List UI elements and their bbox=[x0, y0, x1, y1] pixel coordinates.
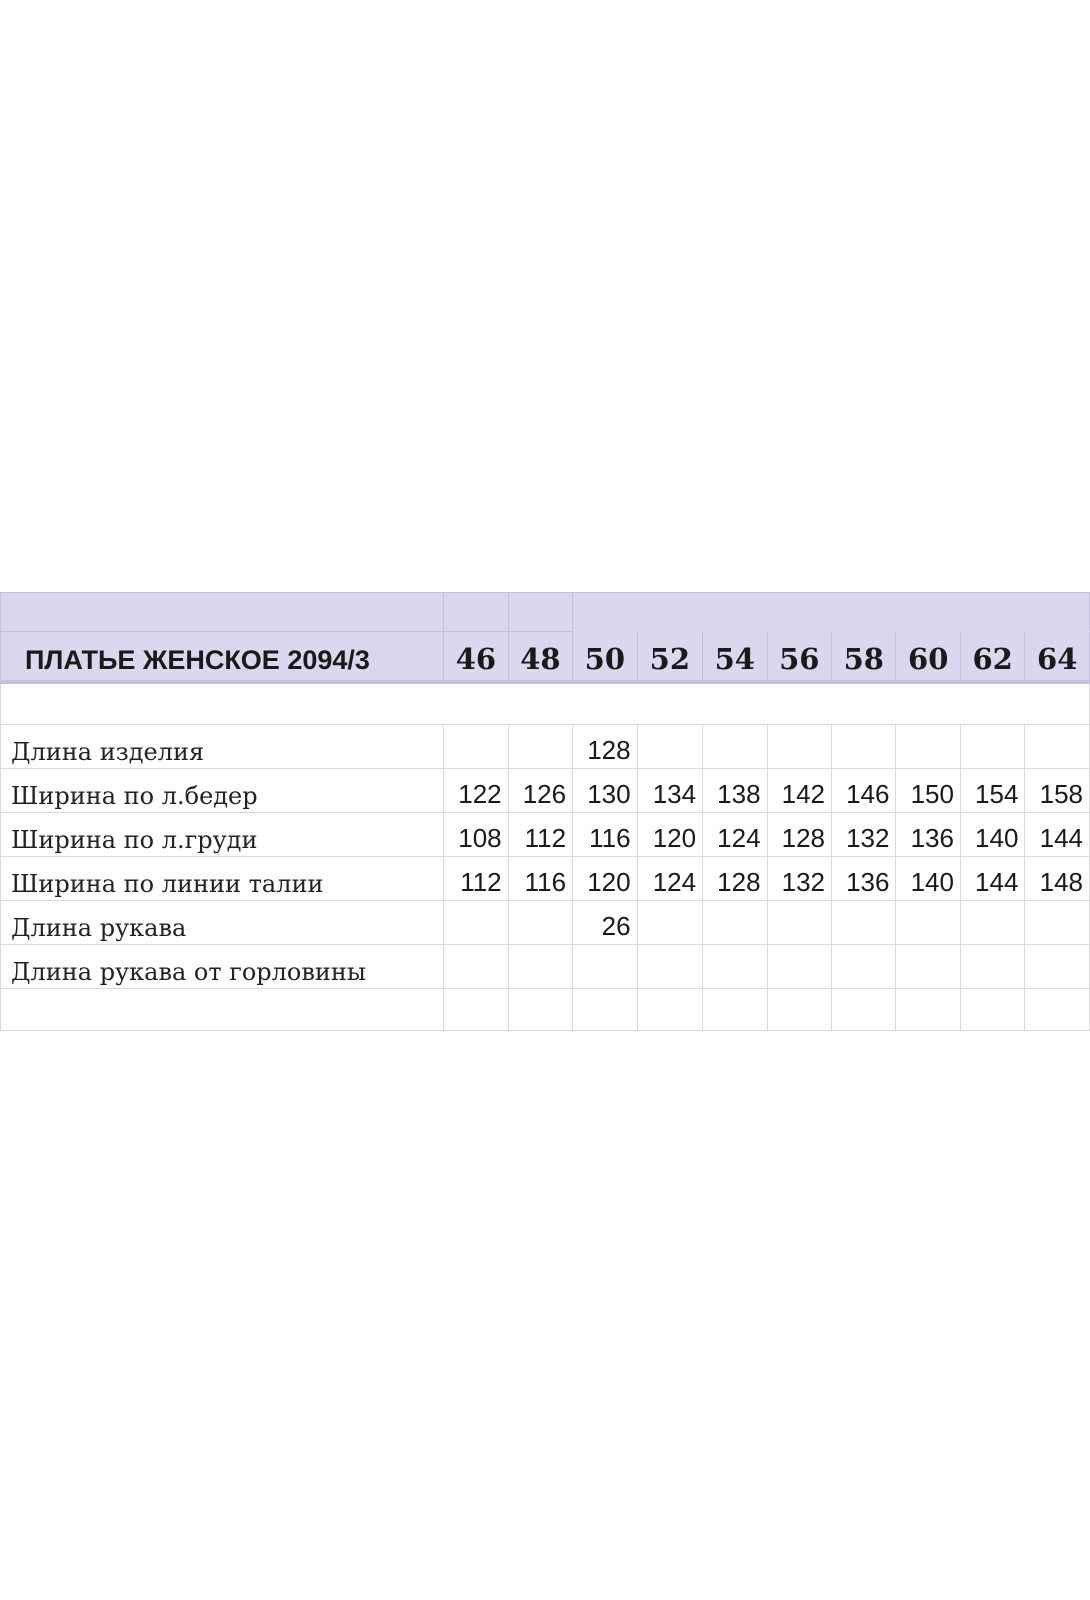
measurement-value: 136 bbox=[832, 857, 896, 901]
measurement-value bbox=[896, 725, 960, 769]
header-band-cell bbox=[444, 593, 508, 632]
measurement-value: 26 bbox=[573, 901, 637, 945]
measurement-label: Длина рукава от горловины bbox=[1, 945, 444, 989]
measurement-value: 146 bbox=[832, 769, 896, 813]
empty-cell bbox=[832, 989, 896, 1031]
size-header: 56 bbox=[767, 632, 831, 683]
measurement-value bbox=[960, 725, 1024, 769]
measurement-value bbox=[960, 901, 1024, 945]
measurement-value: 116 bbox=[573, 813, 637, 857]
measurement-value: 130 bbox=[573, 769, 637, 813]
measurement-label: Длина изделия bbox=[1, 725, 444, 769]
measurement-label: Ширина по л.груди bbox=[1, 813, 444, 857]
measurement-value: 112 bbox=[508, 813, 572, 857]
product-title: ПЛАТЬЕ ЖЕНСКОЕ 2094/3 bbox=[1, 632, 444, 683]
header-row bbox=[1, 632, 1090, 683]
measurement-value: 132 bbox=[832, 813, 896, 857]
empty-cell bbox=[767, 989, 831, 1031]
measurement-value bbox=[444, 901, 508, 945]
measurement-value bbox=[703, 901, 767, 945]
measurement-value: 148 bbox=[1025, 857, 1090, 901]
measurement-value: 120 bbox=[637, 813, 703, 857]
measurement-value bbox=[832, 901, 896, 945]
measurement-value: 108 bbox=[444, 813, 508, 857]
table-row bbox=[1, 989, 1090, 1031]
measurement-value: 116 bbox=[508, 857, 572, 901]
measurement-value bbox=[637, 725, 703, 769]
size-header: 54 bbox=[703, 632, 767, 683]
measurement-label: Ширина по линии талии bbox=[1, 857, 444, 901]
measurement-value bbox=[703, 725, 767, 769]
measurement-value: 150 bbox=[896, 769, 960, 813]
measurement-value: 128 bbox=[767, 813, 831, 857]
measurement-value bbox=[573, 945, 637, 989]
measurement-value bbox=[767, 901, 831, 945]
measurement-value: 112 bbox=[444, 857, 508, 901]
measurement-value: 158 bbox=[1025, 769, 1090, 813]
table-row bbox=[1, 769, 1090, 813]
empty-cell bbox=[444, 989, 508, 1031]
measurement-label: Длина рукава bbox=[1, 901, 444, 945]
size-header: 50 bbox=[573, 632, 637, 683]
measurement-value: 128 bbox=[573, 725, 637, 769]
measurement-value bbox=[896, 901, 960, 945]
header-band-cell bbox=[573, 593, 1090, 632]
measurement-value bbox=[896, 945, 960, 989]
table-row bbox=[1, 857, 1090, 901]
measurement-value bbox=[1025, 945, 1090, 989]
empty-cell bbox=[573, 989, 637, 1031]
measurement-value bbox=[832, 945, 896, 989]
size-header: 58 bbox=[832, 632, 896, 683]
empty-cell bbox=[1, 989, 444, 1031]
empty-cell bbox=[896, 989, 960, 1031]
header-band-cell bbox=[1, 593, 444, 632]
measurement-value bbox=[444, 945, 508, 989]
measurement-value: 140 bbox=[896, 857, 960, 901]
measurement-value: 144 bbox=[1025, 813, 1090, 857]
measurement-value bbox=[832, 725, 896, 769]
blank-cell bbox=[1, 682, 1090, 725]
measurement-value: 138 bbox=[703, 769, 767, 813]
measurement-value: 128 bbox=[703, 857, 767, 901]
table-row bbox=[1, 725, 1090, 769]
header-band-row bbox=[1, 593, 1090, 632]
table-row bbox=[1, 901, 1090, 945]
measurement-value: 154 bbox=[960, 769, 1024, 813]
measurement-value bbox=[637, 945, 703, 989]
measurement-value bbox=[508, 725, 572, 769]
size-header: 48 bbox=[508, 632, 572, 683]
empty-cell bbox=[960, 989, 1024, 1031]
measurement-value: 132 bbox=[767, 857, 831, 901]
empty-cell bbox=[1025, 989, 1090, 1031]
measurement-label: Ширина по л.бедер bbox=[1, 769, 444, 813]
measurement-value bbox=[703, 945, 767, 989]
measurement-value: 124 bbox=[637, 857, 703, 901]
size-header: 52 bbox=[637, 632, 703, 683]
measurement-value: 134 bbox=[637, 769, 703, 813]
measurement-value: 120 bbox=[573, 857, 637, 901]
measurement-value bbox=[767, 725, 831, 769]
size-chart-table bbox=[0, 592, 1090, 1031]
size-header: 62 bbox=[960, 632, 1024, 683]
measurement-value bbox=[637, 901, 703, 945]
measurement-value bbox=[960, 945, 1024, 989]
header-band-cell bbox=[508, 593, 572, 632]
size-chart-sheet bbox=[0, 592, 1083, 1007]
blank-row bbox=[1, 682, 1090, 725]
measurement-value bbox=[767, 945, 831, 989]
measurement-value: 136 bbox=[896, 813, 960, 857]
measurement-value: 140 bbox=[960, 813, 1024, 857]
measurement-value bbox=[444, 725, 508, 769]
measurement-value bbox=[508, 945, 572, 989]
size-header: 60 bbox=[896, 632, 960, 683]
measurement-value: 124 bbox=[703, 813, 767, 857]
measurement-value: 126 bbox=[508, 769, 572, 813]
measurement-value: 142 bbox=[767, 769, 831, 813]
measurement-value bbox=[1025, 901, 1090, 945]
size-header: 46 bbox=[444, 632, 508, 683]
empty-cell bbox=[703, 989, 767, 1031]
empty-cell bbox=[508, 989, 572, 1031]
measurement-value: 144 bbox=[960, 857, 1024, 901]
table-row bbox=[1, 945, 1090, 989]
measurement-value bbox=[1025, 725, 1090, 769]
size-header: 64 bbox=[1025, 632, 1090, 683]
measurement-value bbox=[508, 901, 572, 945]
empty-cell bbox=[637, 989, 703, 1031]
table-row bbox=[1, 813, 1090, 857]
measurement-value: 122 bbox=[444, 769, 508, 813]
